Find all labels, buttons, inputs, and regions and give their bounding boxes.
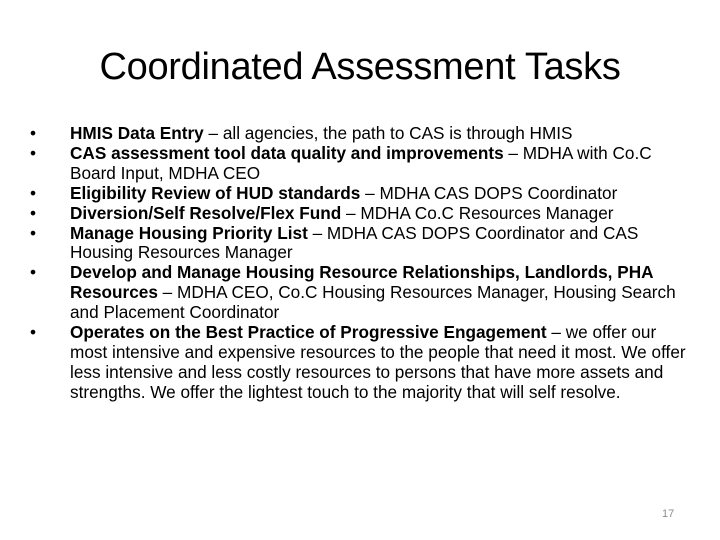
list-item (30, 144, 698, 184)
list-item (30, 204, 698, 224)
slide-title: Coordinated Assessment Tasks (99, 46, 621, 88)
list-item-heading: Diversion/Self Resolve/Flex Fund (70, 202, 342, 223)
list-item (30, 124, 698, 144)
list-item-text: – MDHA CEO, Co.C Housing Resources Manager, Housing Search and Placement Coordinator (70, 282, 676, 323)
list-item-text: – MDHA with Co.C Board Input, MDHA CEO (70, 142, 652, 183)
list-item-heading: CAS assessment tool data quality and improvements (70, 142, 504, 163)
page-number: 17 (662, 508, 675, 520)
list-item-heading: HMIS Data Entry (70, 123, 204, 143)
list-item-text: – MDHA Co.C Resources Manager (341, 202, 614, 223)
list-item (30, 224, 698, 264)
task-list (30, 124, 698, 403)
list-item-text: – all agencies, the path to CAS is through HMIS (203, 123, 573, 143)
list-item-text: – we offer our most intensive and expensive resources to the people that need it most. We offer less intensive and less costly resources to persons that have more assets and strengths. We offer the lightest touch to the majority that will self resolve. (70, 322, 686, 402)
list-item-text: – MDHA CAS DOPS Coordinator (360, 182, 618, 203)
list-item (30, 184, 698, 204)
list-item-heading: Operates on the Best Practice of Progressive Engagement (70, 322, 547, 343)
list-item-heading: Develop and Manage Housing Resource Relationships, Landlords, PHA Resources (70, 262, 653, 303)
list-item (30, 323, 698, 403)
list-item-text: – MDHA CAS DOPS Coordinator and CAS Housing Resources Manager (70, 222, 639, 263)
list-item-heading: Eligibility Review of HUD standards (70, 182, 361, 203)
list-item (30, 263, 698, 323)
list-item-heading: Manage Housing Priority List (70, 222, 308, 243)
